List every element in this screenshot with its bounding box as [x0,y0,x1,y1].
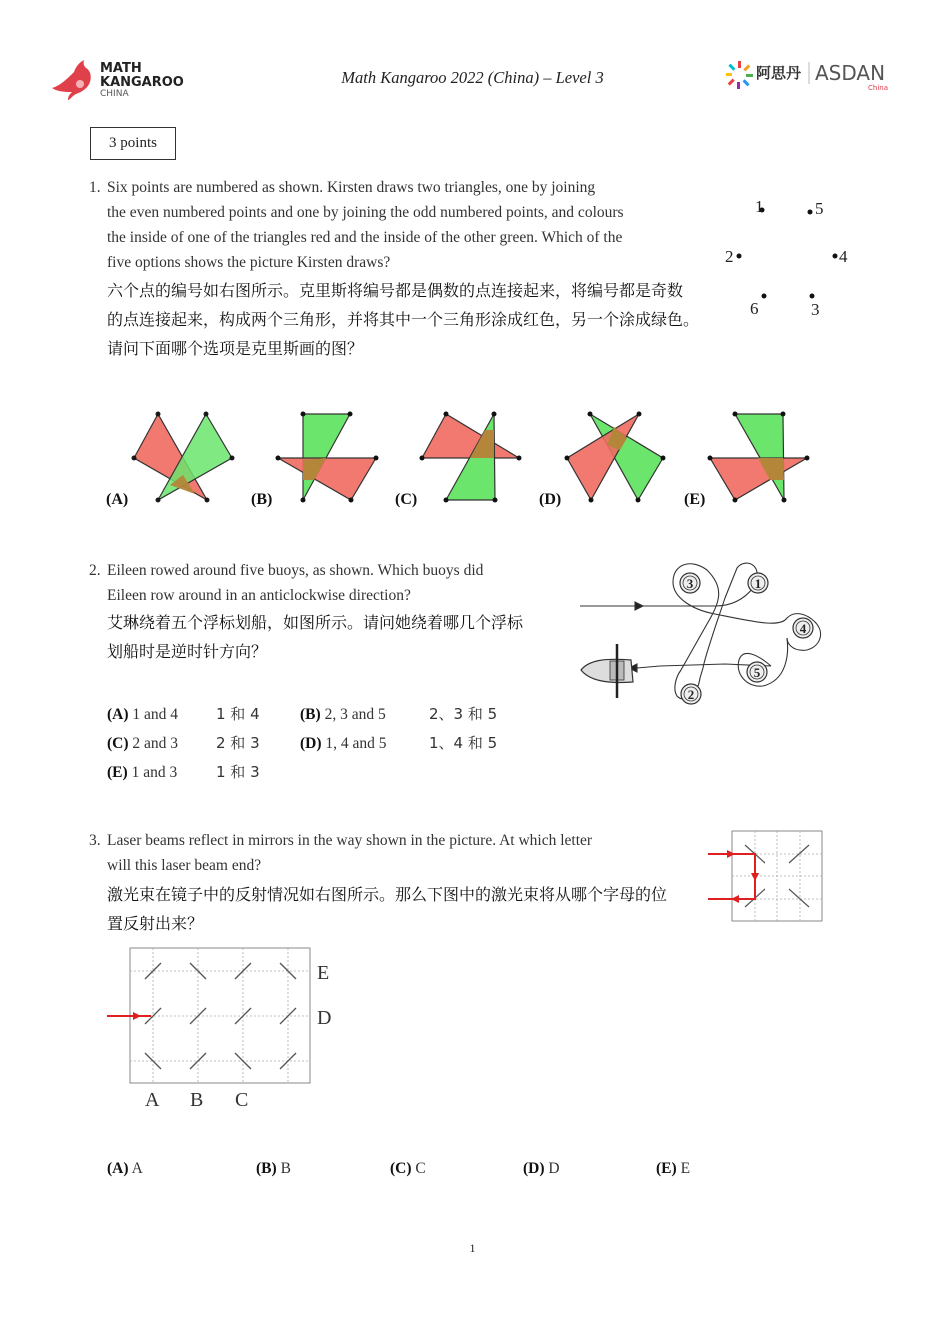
q2-line: Eileen row around in an anticlockwise direction? [107,587,411,604]
option-label-d[interactable]: (D) [539,491,562,508]
q3-zh-line: 激光束在镜子中的反射情况如右图所示。那么下图中的激光束将从哪个字母的位 [107,885,668,904]
points-label: 3 points [90,127,176,160]
point-label: 2 [725,247,734,266]
q3-text [107,828,707,878]
q2-option-e[interactable]: (E) 1 and 3 [107,764,178,781]
q2-option-c-zh: 2 和 3 [216,734,260,752]
q2-option-d-zh: 1、4 和 5 [429,734,498,752]
q1-text [107,175,727,275]
q3-chinese-text [107,880,707,938]
q1-line: five options shows the picture Kirsten draws? [107,254,391,271]
point-label: 5 [815,199,824,218]
q2-zh-line: 艾琳绕着五个浮标划船，如图所示。请问她绕着哪几个浮标 [107,613,524,632]
q2-option-e-zh: 1 和 3 [216,763,260,781]
logo-line1: MATH [100,61,142,76]
q2-options [107,700,567,787]
q1-zh-line: 的点连接起来，构成两个三角形，并将其中一个三角形涂成红色，另一个涂成绿色。 [107,310,700,329]
q2-option-c[interactable]: (C) 2 and 3 [107,735,179,752]
q2-option-b-zh: 2、3 和 5 [429,705,498,723]
q1-points-figure [722,190,862,320]
page-title: Math Kangaroo 2022 (China) – Level 3 [341,68,604,87]
buoy-label: 1 [754,576,762,591]
point-label: 3 [811,300,820,319]
option-b-figure [276,412,379,503]
q3-line: Laser beams reflect in mirrors in the way shown in the picture. At which letter [107,832,593,849]
buoy-label: 3 [686,576,694,591]
logo-line2: KANGAROO [100,75,184,90]
q2-option-d[interactable]: (D) 1, 4 and 5 [300,735,387,752]
svg-text:China: China [868,84,888,92]
q2-line: Eileen rowed around five buoys, as shown. Which buoys did [107,562,484,579]
option-a-figure [132,412,235,503]
q3-option-c[interactable]: (C) C [390,1160,426,1177]
q1-zh-line: 六个点的编号如右图所示。克里斯将编号都是偶数的点连接起来，将编号都是奇数 [107,281,684,300]
point-label: 1 [755,197,764,216]
q1-line: the inside of one of the triangles red and the inside of the other green. Which of the [107,229,623,246]
point-label: 6 [750,299,759,318]
asdan-logo [726,58,896,94]
q2-buoys-figure [575,558,835,723]
grid-letter-a: A [145,1089,160,1111]
q2-zh-line: 划船时是逆时针方向？ [107,642,268,661]
grid-letter-e: E [317,962,330,984]
q3-number: 3. [89,832,101,849]
buoy-label: 5 [753,665,761,680]
option-c-figure [420,412,522,503]
q3-option-b[interactable]: (B) B [256,1160,291,1177]
option-label-b[interactable]: (B) [251,491,273,508]
q3-mirror-grid [105,945,345,1115]
option-label-a[interactable]: (A) [106,491,129,508]
q3-zh-line: 置反射出来？ [107,914,204,933]
page-number: 1 [469,1241,476,1255]
q1-zh-line: 请问下面哪个选项是克里斯画的图？ [107,339,364,358]
q2-option-a-zh: 1 和 4 [216,705,260,723]
q1-chinese-text [107,276,727,363]
grid-letter-c: C [235,1089,249,1111]
option-label-c[interactable]: (C) [395,491,418,508]
option-e-figure [708,412,810,503]
logo-line3: CHINA [100,89,129,99]
q1-line: Six points are numbered as shown. Kirsten draws two triangles, one by joining [107,179,596,196]
asdan-burst-icon [726,61,753,89]
svg-text:阿思丹: 阿思丹 [756,64,802,82]
q2-chinese-text [107,608,567,666]
q1-number: 1. [89,179,101,196]
q2-number: 2. [89,562,101,579]
q1-options-figure [100,400,830,515]
q3-option-a[interactable]: (A) A [107,1160,143,1177]
q1-line: the even numbered points and one by joining the odd numbered points, and colours [107,204,624,221]
grid-letter-d: D [317,1007,332,1029]
q3-line: will this laser beam end? [107,857,262,874]
q3-example-figure [705,830,825,924]
option-d-figure [565,412,666,503]
q2-option-a[interactable]: (A) 1 and 4 [107,706,179,723]
boat-icon [581,644,633,698]
q3-option-e[interactable]: (E) E [656,1160,691,1177]
q3-options [107,1160,807,1184]
q2-option-b[interactable]: (B) 2, 3 and 5 [300,706,386,723]
buoy-label: 2 [687,687,695,702]
buoy-label: 4 [799,621,807,636]
option-label-e[interactable]: (E) [684,491,706,508]
point-label: 4 [839,247,848,266]
svg-text:ASDAN: ASDAN [815,61,886,85]
q3-option-d[interactable]: (D) D [523,1160,560,1177]
q2-text [107,558,567,608]
grid-letter-b: B [190,1089,204,1111]
